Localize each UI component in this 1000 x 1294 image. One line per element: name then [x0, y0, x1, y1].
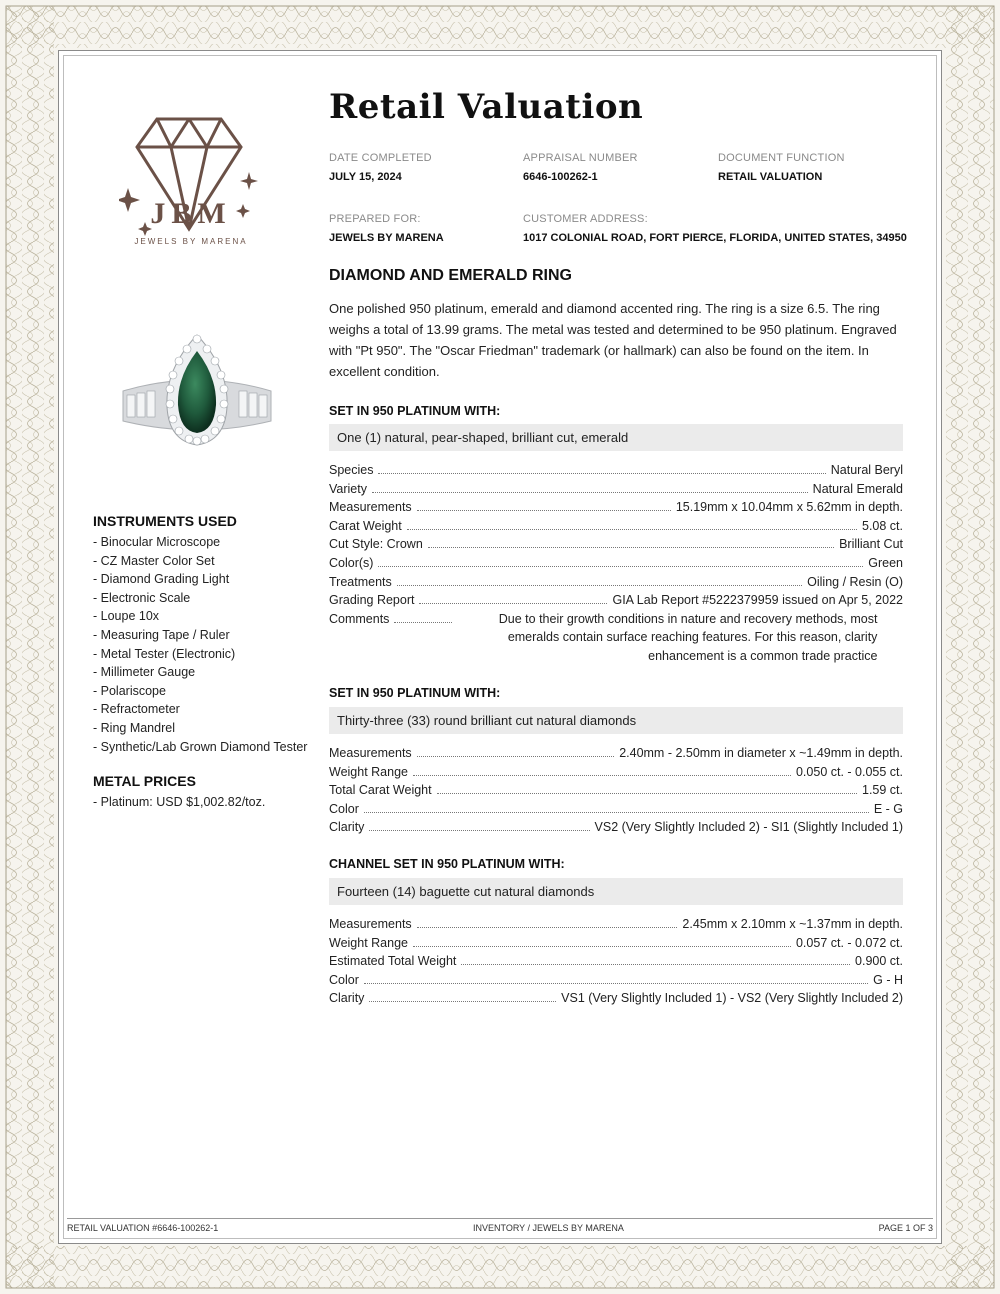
stone-summary-bar: Thirty-three (33) round brilliant cut natural diamonds: [329, 707, 903, 734]
instruments-list: [93, 533, 333, 756]
detail-row: Measurements 2.40mm - 2.50mm in diameter x ~1.49mm in depth.: [329, 746, 903, 760]
list-item: - Polariscope: [93, 683, 166, 698]
detail-row: Weight Range 0.050 ct. - 0.055 ct.: [329, 764, 903, 779]
instruments-section: [93, 513, 333, 756]
stone-details: [329, 915, 903, 1008]
list-item: - Measuring Tape / Ruler: [93, 627, 230, 642]
detail-row: Comments Due to their growth conditions in nature and recovery methods, most emeralds contain surface reaching features. For this reason, clarity enhancement is a common trade practice: [329, 611, 878, 663]
section-heading: CHANNEL SET IN 950 PLATINUM WITH:: [329, 857, 565, 871]
detail-row: Color E - G: [329, 801, 903, 816]
list-item: - Metal Tester (Electronic): [93, 646, 236, 661]
stone-details: [329, 744, 903, 837]
list-item: - Refractometer: [93, 702, 180, 717]
detail-row: Carat Weight 5.08 ct.: [329, 518, 903, 533]
meta-document-function: DOCUMENT FUNCTION RETAIL VALUATION: [718, 152, 845, 183]
page-footer: [67, 1218, 933, 1237]
footer-page-number: PAGE 1 OF 3: [878, 1223, 933, 1233]
brand-tagline: JEWELS BY MARENA: [134, 237, 248, 246]
detail-row: Clarity VS1 (Very Slightly Included 1) - VS2 (Very Slightly Included 2): [329, 991, 903, 1006]
detail-row: Cut Style: Crown Brilliant Cut: [329, 537, 903, 552]
ring-photo: [117, 329, 277, 459]
list-item: - Diamond Grading Light: [93, 572, 230, 587]
stone-summary-bar: One (1) natural, pear-shaped, brilliant cut, emerald: [329, 424, 903, 451]
stone-summary-bar: Fourteen (14) baguette cut natural diamonds: [329, 878, 903, 905]
page-title: Retail Valuation: [329, 87, 644, 127]
metal-prices-heading: METAL PRICES: [93, 773, 196, 789]
detail-row: Color(s) Green: [329, 555, 903, 570]
footer-left: RETAIL VALUATION #6646-100262-1: [67, 1223, 219, 1233]
detail-row: Grading Report GIA Lab Report #5222379959 issued on Apr 5, 2022: [329, 593, 903, 608]
section-heading: SET IN 950 PLATINUM WITH:: [329, 686, 501, 700]
list-item: - Electronic Scale: [93, 590, 191, 605]
document-body: [58, 50, 942, 1244]
detail-row: Weight Range 0.057 ct. - 0.072 ct.: [329, 935, 903, 950]
detail-row: Treatments Oiling / Resin (O): [329, 574, 903, 589]
footer-center: INVENTORY / JEWELS BY MARENA: [473, 1223, 624, 1233]
item-title: DIAMOND AND EMERALD RING: [329, 267, 572, 284]
detail-row: Color G - H: [329, 972, 903, 987]
list-item: - Synthetic/Lab Grown Diamond Tester: [93, 739, 308, 754]
detail-row: Measurements 2.45mm x 2.10mm x ~1.37mm in depth.: [329, 917, 903, 931]
meta-customer-address: CUSTOMER ADDRESS: 1017 COLONIAL ROAD, FORT PIERCE, FLORIDA, UNITED STATES, 34950: [523, 213, 907, 244]
meta-appraisal-number: APPRAISAL NUMBER 6646-100262-1: [523, 152, 638, 183]
section-heading: SET IN 950 PLATINUM WITH:: [329, 404, 501, 418]
brand-mark: JBM: [150, 197, 232, 230]
detail-row: Species Natural Beryl: [329, 463, 903, 477]
detail-row: Estimated Total Weight 0.900 ct.: [329, 954, 903, 969]
list-item: - Ring Mandrel: [93, 720, 175, 735]
detail-row: Variety Natural Emerald: [329, 481, 903, 496]
meta-date: DATE COMPLETED JULY 15, 2024: [329, 152, 432, 183]
list-item: - Binocular Microscope: [93, 535, 221, 549]
detail-row: Clarity VS2 (Very Slightly Included 2) - SI1 (Slightly Included 1): [329, 820, 903, 835]
list-item: - Loupe 10x: [93, 609, 160, 624]
list-item: - Platinum: USD $1,002.82/toz.: [93, 795, 266, 809]
list-item: - CZ Master Color Set: [93, 553, 215, 568]
detail-row: Measurements 15.19mm x 10.04mm x 5.62mm in depth.: [329, 500, 903, 515]
item-description: One polished 950 platinum, emerald and diamond accented ring. The ring is a size 6.5. The ring weighs a total of 13.99 grams. The metal was tested and determined to be 950 platinum. Engraved with "Pt 950". The "Oscar Friedman" trademark (or hallmark) can also be found on the item. In excellent condition.: [329, 301, 897, 379]
stone-details: [329, 461, 903, 666]
instruments-heading: INSTRUMENTS USED: [93, 513, 237, 529]
metal-prices-section: [93, 773, 333, 812]
detail-row: Total Carat Weight 1.59 ct.: [329, 783, 903, 798]
list-item: - Millimeter Gauge: [93, 665, 196, 680]
meta-prepared-for: PREPARED FOR: JEWELS BY MARENA: [329, 213, 444, 244]
